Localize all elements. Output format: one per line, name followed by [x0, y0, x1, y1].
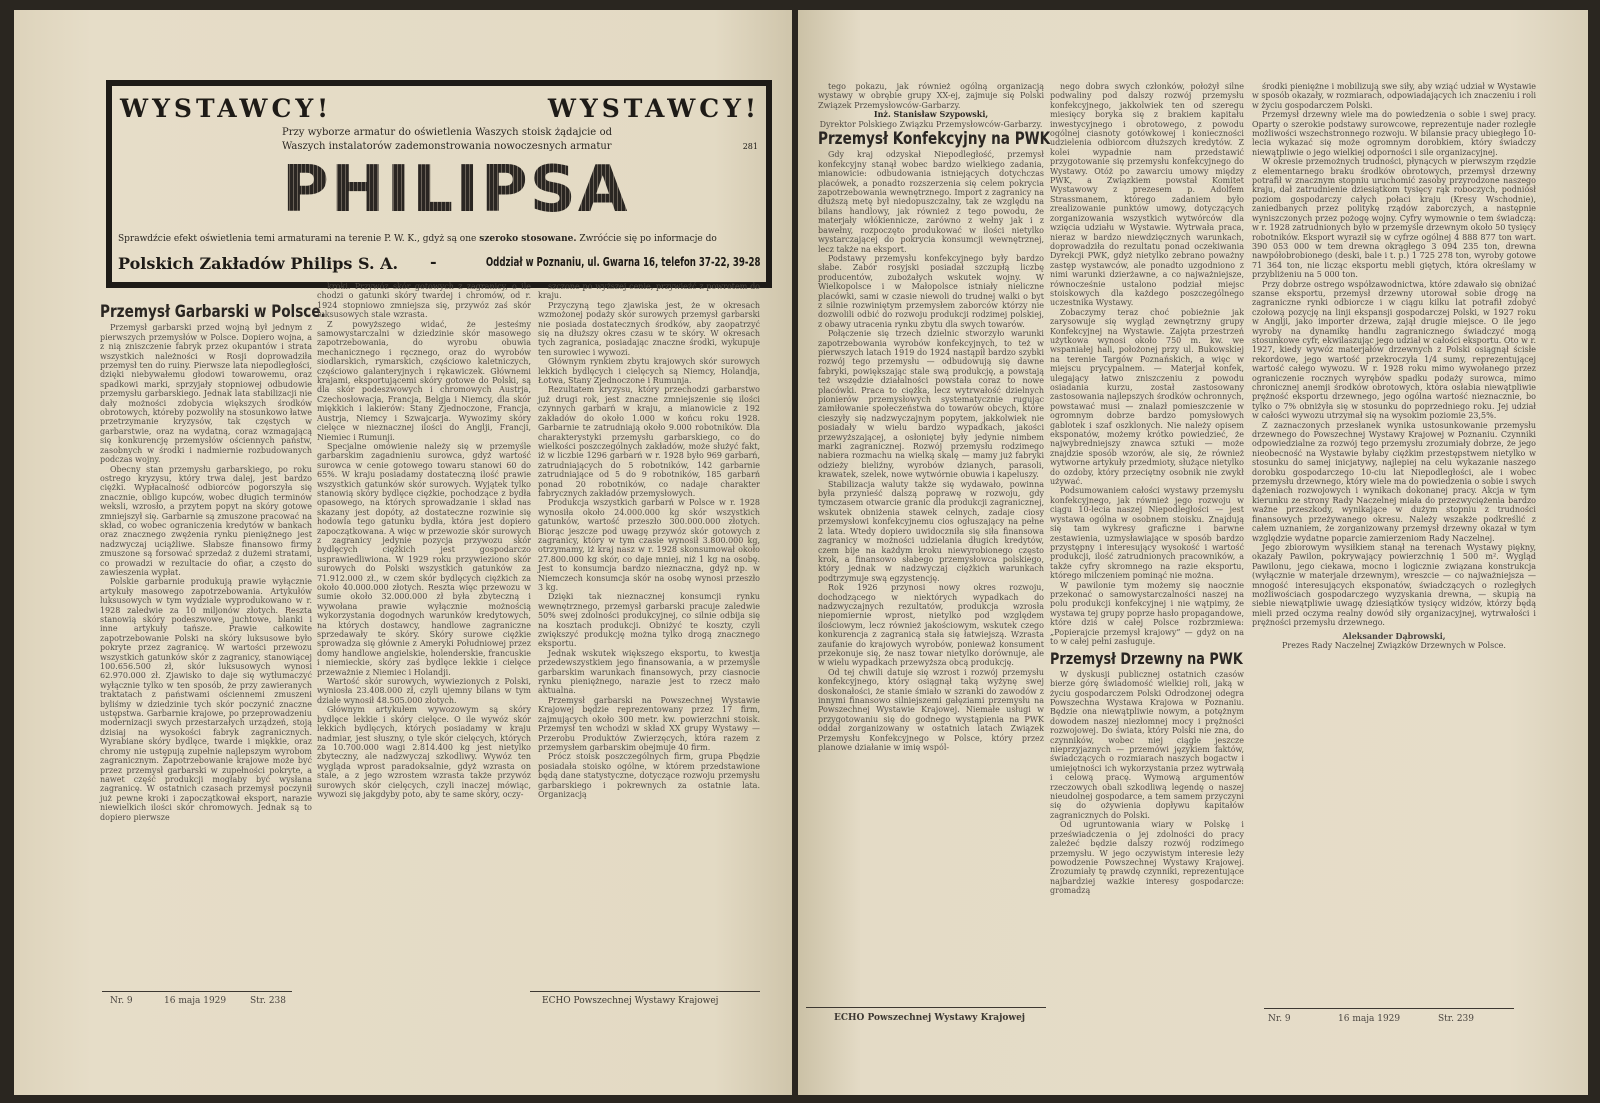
paragraph: Przy dobrze ostrego współzawodnictwa, które zdawało się obniżać szanse eksportu, przemysł drzewny utorował sobie drogę na zagraniczne rynki odbiorcze i w ciągu kilku lat potrafił zdobyć czołową pozycję na linji ekspansji gospodarczej Polski, w 1927 roku w Anglji, jako importer drzewa, zajął drugie miejsce. O ile jego wyroby na dynamikę handlu zagranicznego świadczyć mogą stosunkowe cyfr, ekwilaszując jego udział w całości eksportu. Oto w r. 1927, kiedy wywóz materjałów drzewnych z Polski osiągnął ścisłe rekordowe, jego wartość przekroczyła 1/4 sumy, reprezentującej wartość całego wywozu. W r. 1928 roku mimo wywołanego przez ograniczenie rocznych wyrębów spadku podaży surowca, mimo chronicznej anemji środków obrotowych, która osłabia niewątpliwie prężność eksportu drzewnego, jego ogólna wartość nieznacznie, bo tylko o 7% obniżyła się w stosunku do poprzedniego roku. Jej udział w całości wywozu utrzymał się na wysokim poziomie 23,5%.	[1252, 279, 1536, 421]
paragraph: Podsumowaniem całości wystawy przemysłu konfekcyjnego, jak również jego rozwoju w ciągu 10-lecia naszej Niepodległości — jest wystawa ogólna w osobnem stoisku. Znajdują się tam wykresy graficzne i barwne zestawienia, uzmysławiające w sposób bardzo przystępny i interesujący wysokość i wartość produkcji, ilość zatrudnionych pracowników, a także cyfry skromnego na razie eksportu, którego milczeniem pominąć nie można.	[1050, 486, 1244, 581]
paragraph: Z powyższego widać, że jesteśmy samowystarczalni w dziedzinie skór masowego zapotrzebowania, do wyrobu obuwia mechanicznego i ręcznego, oraz do wyrobów siodlarskich, rymarskich, częściowo kaletniczych, częściowo galanteryjnych i rękawiczek. Głównemi krajami, eksportującemi skóry gotowe do Polski, są dla skór podeszwowych i chromowych Austrja, Czechosłowacja, Francja, Belgja i Niemcy, dla skór miękkich i lakierów: Stany Zjednoczone, Francja, Austrja, Niemcy i Szwajcarja. Wywozimy skóry cielęce w nieznacznej ilości do Anglji, Francji, Niemiec i Rumunji.	[317, 319, 531, 442]
article-title: Przemysł Konfekcyjny na PWK	[818, 129, 1051, 150]
paragraph: Głównym artykułem wywozowym są skóry bydlęce lekkie i skóry cielęce. O ile wywóz skór lekkich bydlęcych, których posiadamy w kraju nadmiar, jest słuszny, o tyle skór cielęcych, których za 10.700.000 wagi 2.814.400 kg jest nietylko zbyteczny, ale nadzwyczaj szkodliwy. Wywóz ten wygląda wprost paradoksalnie, gdyż wzrasta on stale, a z jego wzrostem wzrasta także przywóz surowych skór cielęcych, czyli inaczej mówiąc, wywozi się jakgdyby poto, aby te same skóry, oczy-	[317, 705, 531, 799]
paragraph: Specjalne omówienie należy się w przemyśle garbarskim zagadnieniu surowca, gdyż wartość surowca w cenie gotowego towaru stanowi 60 do 65%. W kraju posiadamy dostateczną ilość prawie wszystkich gatunków skór surowych. Wyjątek tylko stanowią skóry bydlęce ciężkie, pochodzące z bydła opasowego, na których sprowadzanie i skład nas skazany jest dopóty, aż dostateczne rozwinie się hodowla tego gatunku bydła, która jest dopiero zapoczątkowana. A więc w przewozie skór surowych z zagranicy jedynie pozycja przywozu skór bydlęcych ciężkich jest gospodarczo usprawiedliwiona. W 1929 roku przywieziono skór surowych do Polski wszystkich gatunków za 71.912.000 zł., w czem skór bydlęcych ciężkich za około 40.000.000 złotych. Reszta więc przewozu w sumie około 32.000.000 zł była zbyteczną i wywołana prawie wyłącznie możnością wykorzystania dogodnych warunków kredytowych, na których dostawcy, handlowe zagraniczne sprzedawały te skóry. Skóry surowe ciężkie sprowadza się głównie z Ameryki Południowej przez domy handlowe angielskie, holenderskie, francuskie i niemieckie, skóry zaś bydlęce lekkie i cielęce przeważnie z Niemiec i Holandji.	[317, 441, 531, 677]
ad-subtext: Przy wyborze armatur do oświetlenia Waszych stoisk żądajcie od Waszych instalatorów zademonstrowania nowoczesnych armatur	[282, 127, 612, 152]
right-column-1	[818, 82, 1051, 753]
footer-masthead: ECHO Powszechnej Wystawy Krajowej	[542, 996, 719, 1006]
paragraph: Z zaznaczonych przesłanek wynika ustosunkowanie przemysłu drzewnego do Powszechnej Wystawy Krajowej w Poznaniu. Czynniki odpowiedzialne za rozwój tego przemysłu zrozumiały dobrze, że jego nieobecność na Wystawie byłaby ciężkim przestępstwem nietylko w stosunku do samej inicjatywy, najlepiej na celu wykazanie naszego dorobku gospodarczego 10-ciu lat Niepodległości, ale i wobec przemysłu drzewnego, który wiele ma do powiedzenia o sobie i swych dążeniach rozwojowych i wynikach dokonanej pracy. Akcja w tym kierunku ze strony Rady Naczelnej miała do przezwyciężenia bardzo ważne przeszkody, wynikające w dużym stopniu z trudności finansowych przeżywanego okresu. Należy wszakże podkreślić z całem uznaniem, że zorganizowany przemysł drzewny okazał w tym względzie wydatne poparcie zamierzeniom Rady Naczelnej.	[1252, 420, 1536, 543]
paragraph: Wartość skór surowych, wywiezionych z Polski, wyniosła 23.408.000 zł, czyli ujemny bilans w tym dziale wynosił 48.505.000 złotych.	[317, 677, 531, 705]
paragraph: W pawilonie tym możemy się naocznie przekonać o samowystarczalności naszej na polu produkcji konfekcyjnej i nie wątpimy, że wystawa tej grupy poprze hasło propagandowe, które dziś w całej Polsce rozbrzmiewa: „Popierajcie przemysł krajowy” — gdyż on na to w całej pełni zasługuje.	[1050, 580, 1244, 646]
signature-block	[1252, 632, 1536, 651]
footer-page: Str. 239	[1438, 1014, 1474, 1024]
left-column-3	[538, 282, 760, 799]
signature-name: Aleksander Dąbrowski,	[1342, 630, 1446, 641]
paragraph: Połączenie się trzech dzielnic stworzyło warunki zapotrzebowania wyrobów konfekcyjnych, to też w pierwszych latach 1919 do 1924 nastąpił bardzo szybki rozwój tego przemysłu — odbudowują się dawne fabryki, powiększając stale swą produkcję, a powstają też wszędzie działalności powstała coraz to nowe placówki. Praca to ciężka, lecz wytrwałość dzielnych pionierów przemysłowych systematycznie rugując zamiłowanie społeczeństwa do towarów obcych, które cieszyły się nadzwyczajnym popytem, jakkolwiek nie posiadały w wielu bardzo wypadkach, jakości przewyższającej, a osłoniętej były jedynie nimbem marki zagranicznej. Rozwój przemysłu rodzimego nabiera rozmachu na wielką skalę — mamy już fabryki odzieży bieliźny, wyrobów dzianych, parasoli, krawatek, szelek, nowe wytwórnie obuwia i kapeluszy.	[818, 329, 1044, 480]
footer-rule	[530, 991, 760, 992]
footer-page: Str. 238	[250, 996, 286, 1006]
paragraph: W okresie przemożnych trudności, płynących w pierwszym rzędzie z elementarnego braku środków obrotowych, przemysł drzewny potrafił w znacznym stopniu uruchomić zasoby przyrodzone naszego kraju, dał zatrudnienie dziesiątkom tysięcy rąk roboczych, podniósł poziom gospodarczy całych połaci kraju (Kresy Wschodnie), zaniedbanych przez politykę rządów zaborczych, a następnie wyniszczonych przez pożogę wojny. Cyfry wymownie o tem świadczą: w r. 1928 zatrudnionych było w przemyśle drzewnym około 50 tysięcy robotników. Eksport wyraził się w cyfrze ogólnej 4 888 877 ton wart. 390 053 000 w tem drewna okrągłego 3 094 235 ton, drewna nawpółobrobionego (deski, bale i t. p.) 1 725 278 ton, wyroby gotowe 71 364 ton, nie licząc eksportu mebli giętych, która określamy w przybliżeniu na 5 000 ton.	[1252, 157, 1536, 280]
paragraph: Od tej chwili datuje się wzrost i rozwój przemysłu konfekcyjnego, który osiągnął taką wyżynę swej doskonałości, że stanie śmiało w szranki do zawodów z innymi finansowo silniejszemi gałęziami przemysłu na Powszechnej Wystawie Krajowej. Niemałe usługi w przygotowaniu się do godnego wystąpienia na PWK oddał zorganizowany w ostatnich latach Związek Przemysłu Konfekcyjnego w Polsce, który przez planowe działanie w imię wspól-	[818, 667, 1044, 753]
paragraph: Zobaczymy teraz choć pobieżnie jak zarysowuje się wygląd zewnętrzny grupy Konfekcyjnej na Wystawie. Zajęta przestrzeń użytkowa wynosi około 750 m. kw. we wspaniałej hali, położonej przy ul. Bukowskiej na terenie Targów Poznańskich, a więc w miejscu prycypalnem. — Materjał konfek, ulegający łatwo zniszczeniu z powodu osiadania kurzu, został zastosowany zastosowania najlepszych środków ochronnych, powstawać musi — znalazł pomieszczenie w ogromnym dobrze bardzo pomysłowych gablotek i szaf oszklonych. Nie należy opisem eksponatów, możemy krótko powiedzieć, że najwybredniejszy znawca sztuki — może znajdzie sposób wzorów, ale się, że również wytworne artykuły przedmioty, służące nietylko do ozdoby, który przeciętny osobnik nie zwykł używać.	[1050, 307, 1244, 487]
paragraph: Głównym rynkiem zbytu krajowych skór surowych lekkich bydlęcych i cielęcych są Niemcy, Holandja, Łotwa, Stany Zjednoczone i Rumunja.	[538, 357, 760, 386]
footer-rule	[102, 991, 292, 992]
ad-check-text: Sprawdźcie efekt oświetlenia temi armaturami na terenie P. W. K., gdyż są one szeroko stosowane. Zwróćcie się po informacje do	[118, 234, 717, 244]
paragraph: Od ugruntowania wiary w Polskę i przeświadczenia o jej zdolności do pracy zależeć będzie dalszy rozwój rodzimego przemysłu. W jego oczywistym interesie leży powodzenie Powszechnej Wystawy Krajowej. Zrozumiały tę prawdę czynniki, reprezentujące najbardziej ważkie interesy gospodarcze: gromadzą	[1050, 820, 1244, 896]
ad-address: Oddział w Poznaniu, ul. Gwarna 16, telefon 37-22, 39-28	[485, 255, 760, 269]
footer-rule	[806, 1007, 1046, 1008]
paragraph: Stabilizacja waluty także się wydawało, powinna była przynieść dalszą poprawę w rozwoju, gdy tymczasem otwarcie granic dla produkcji zagranicznej, wskutek obniżenia stawek celnych, zadaje ciosy przemysłowi konfekcyjnemu cios ogłuszający na pełne 2 lata. Wtedy dopiero uwidoczniła się siła finansowa zagranicy w możności udzielania długich kredytów, czem bije na każdym kroku niewyrobionego często krok, a finansowo słabego przemysłowca polskiego, który jednak w nadzwyczaj ciężkich warunkach podtrzymuje swą egzystencję.	[818, 479, 1044, 583]
signature-name: Inż. Stanisław Szypowski,	[873, 109, 989, 120]
left-column-1	[100, 302, 326, 822]
paragraph: Gdy kraj odzyskał Niepodległość, przemysł konfekcyjny stanął wobec bardzo wielkiego zadania, mianowicie: odbudowania istniejących dotychczas placówek, a ponadto rozszerzenia się celem pokrycia zapotrzebowania wewnętrznego. Import z zagranicy na dłuższą metę był niedopuszczalny, tak ze względu na bilans handlowy, jak również z tego powodu, że materjały włókiennicze, zarówno z wełny jak i z bawełny, rozpoczęto produkować w ilości nietylko wystarczającej do pokrycia konsumcji wewnętrznej, lecz także na eksport.	[818, 150, 1044, 254]
paragraph: Rok 1926 przynosi nowy okres rozwoju, dochodzącego w niektórych wypadkach do nadzwyczajnych rezultatów, produkcja wzrosła niepomiernie wprost, nietylko pod względem ilościowym, lecz również jakościowym, wskutek czego konkurencja z zagranicą stała się łatwiejszą. Wzrasta zaufanie do krajowych wyrobów, ponieważ konsument przekonuje się, że nasz towar nietylko dorównuje, ale w wielu wypadkach przewyższa obcą produkcję.	[818, 583, 1044, 668]
paragraph: Jednak wskutek większego eksportu, to kwestja przedewszystkiem jego finansowania, a w przemyśle garbarskim warunkach finansowych, przy ciasnocie rynku pieniężnego, narazie jest to rzecz mało aktualna.	[538, 648, 760, 696]
paragraph: Dzięki tak nieznacznej konsumcji rynku wewnętrznego, przemysł garbarski pracuje zaledwie 50% swej zdolności produkcyjnej, co silnie odbija się na kosztach produkcji. Obniżyć te koszty, czyli zwiększyć produkcję można tylko drogą znacznego eksportu.	[538, 592, 760, 649]
left-column-2	[317, 282, 531, 799]
footer-issue: Nr. 9	[1268, 1014, 1291, 1024]
paragraph: Polskie garbarnie produkują prawie wyłącznie artykuły masowego zapotrzebowania. Artykułów luksusowych w tym wydziale wyprodukowano w r. 1928 zaledwie za 10 miljonów złotych. Reszta stanowią skóry podeszwowe, juchtowe, blanki i inne artykuły tańsze. Prawie całkowite zapotrzebowanie Polski na skóry luksusowe było pokryte przez zagranicę. W wartości przewozu wszystkich gatunków skór z zagranicy, stanowiącej 100.656.500 zł, skór luksusowych wynosi 62.970.000 zł. Zjawisko to daje się wytłumaczyć wyłącznie tylko w ten sposób, że przy zawieranych traktatach z państwami ościennemi zmuszeni byliśmy w dziedzinie tych skór poczynić znaczne ustępstwa. Garbarnie krajowe, po przeprowadzeniu modernizacji swych przestarzałych urządzeń, stoją dzisiaj na wysokości fabryk zagranicznych. Wyrabiane skóry bydlęce, twarde i miękkie, oraz chromy nie ustępują zupełnie najlepszym wyrobom zagranicznym. Zapotrzebowanie krajowe może być przez przemysł garbarski w zupełności pokryte, a nawet część produkcji mogłaby być wysłana zagranicę. W ostatnich czasach przemysł poczynił już pewne kroki i zapoczątkował eksport, narazie niewielkich ilości skór chromowych. Jednak są to dopiero pierwsze	[100, 577, 312, 822]
ad-headline-left: WYSTAWCY!	[120, 94, 333, 123]
philips-advertisement	[106, 80, 772, 288]
article-title: Przemysł Drzewny na PWK	[1050, 649, 1243, 669]
left-page	[14, 10, 792, 1095]
right-page	[798, 10, 1588, 1095]
right-column-3	[1252, 82, 1536, 650]
paragraph: Obecny stan przemysłu garbarskiego, po roku ostrego kryzysu, który trwa dalej, jest bardzo ciężki. Wypłacalność odbiorców pogorszyła się znacznie, obligo kupców, wobec długich terminów weksli, wzrosło, a przytem popyt na skóry gotowe zmniejszył się. Garbarnie są zmuszone pracować na skład, co wobec ograniczenia kredytów w bankach oraz znacznego zwężenia rynku pieniężnego jest nadzwyczaj uciążliwe. Słabsze finansowo firmy zmuszone są forsować sprzedaż z dużemi stratami, co prowadzi w rezultacie do ofiar, a często do zawieszenia wypłat.	[100, 464, 312, 577]
paragraph: szczone po wyższej cenie, przywieźć z powrotem do kraju.	[538, 282, 760, 301]
ad-company: Polskich Zakładów Philips S. A.	[118, 254, 399, 273]
paragraph: Jego zbiorowym wysiłkiem stanął na terenach Wystawy piękny, okazały Pawilon, pokrywający powierzchnię 1 500 m². Wygląd Pawilonu, jego ciekawa, mocno i logicznie związana konstrukcja (wyłącznie w materjale drzewnym), wreszcie — co najważniejsza — mnogość interesujących eksponatów, świadczących o rozległych możliwościach gospodarczego wyzyskania drewna, — skupią na siebie niewątpliwie uwagę dziesiątków tysięcy widzów, którzy będą mieli przed oczyma realny dowód siły organizacyjnej, wytrwałości i prężności przemysłu drzewnego.	[1252, 542, 1536, 628]
paragraph: tego pokazu, jak również ogólną organizacją wystawy w obrębie grupy XX-ej, zajmuje się Polski Związek Przemysłowców-Garbarzy.	[818, 82, 1044, 110]
paragraph: środki pieniężne i mobilizują swe siły, aby wziąć udział w Wystawie w sposób okazały, w rozmiarach, odpowiadających ich znaczeniu i roli w życiu gospodarczem Polski.	[1252, 82, 1536, 110]
ad-number: 281	[742, 142, 758, 151]
right-column-2	[1050, 82, 1244, 896]
signature-title: Prezes Rady Naczelnej Związków Drzewnych w Polsce.	[1282, 640, 1506, 650]
paragraph: nego dobra swych członków, położył silne podwaliny pod dalszy rozwój przemysłu konfekcyjnego, jakkolwiek ten od szeregu miesięcy boryka się z brakiem kapitału inwestycyjnego i obrotowego, z powodu ogólnej ciasnoty gotówkowej i konieczności udzielenia odbiorcom dłuższych kredytów. Z kolei wypadnie nam przedstawić przygotowanie się przemysłu konfekcyjnego do Wystawy. Otóż po zawarciu umowy między PWK, a Związkiem powstał Komitet Wystawowy z prezesem p. Adolfem Strassmanem, którego zadaniem było zrealizowanie punktów umowy, dotyczących zorganizowania wszystkich wytwórców dla wzięcia udziału w Wystawie. Wytrwała praca, nieraz w bardzo niewdzięcznych warunkach, doprowadziła do rezultatu ponad oczekiwania Dyrekcji PWK, gdyż nietylko zebrano poważny zastęp wystawców, ale ponadto uzgodniono z nimi warunki dzierżawne, a co najważniejsze, równocześnie ustalono podział miejsc stoiskowych dla każdego poszczególnego uczestnika Wystawy.	[1050, 82, 1244, 308]
paragraph: W dyskusji publicznej ostatnich czasów bierze górę świadomość wielkiej roli, jaką w życiu gospodarczem Polski Odrodzonej odegra Powszechna Wystawa Krajowa w Poznaniu. Będzie ona niewątpliwie nowym, a potężnym dowodem naszej niezłomnej mocy i prężności rozwojowej. Do świata, który Polski nie zna, do czynników, wobec niej ciągle jeszcze nieprzyjaznych — przemówi językiem faktów, świadczących o rozmiarach naszych bogactw i umiejętności ich wykorzystania przez wytrwałą i celową pracę. Wymową argumentów rzeczowych obali szkodliwą legendę o naszej nieudolnej gospodarce, a tem samem przyczyni się do ożywienia dopływu kapitałów zagranicznych do Polski.	[1050, 669, 1244, 820]
signature-title: Dyrektor Polskiego Związku Przemysłowców-Garbarzy.	[819, 119, 1043, 129]
article-title: Przemysł Garbarski w Polsce.	[100, 302, 326, 322]
footer-issue: Nr. 9	[110, 996, 133, 1006]
footer-masthead: ECHO Powszechnej Wystawy Krajowej	[834, 1013, 1026, 1023]
footer-rule	[1264, 1008, 1514, 1009]
ad-dash: -	[430, 252, 437, 271]
paragraph: Przyczyną tego zjawiska jest, że w okresach wzmożonej podaży skór surowych przemysł garbarski nie posiada dostatecznych środków, aby zaopatrzyć się na dłuższy okres czasu w te skóry. W okresach tych zagranica, posiadając znaczne środki, wykupuje ten surowiec i wywozi.	[538, 300, 760, 357]
paragraph: Rezultatem kryzysu, który przechodzi garbarstwo już drugi rok, jest znaczne zmniejszenie się ilości czynnych garbarń w kraju, a mianowicie z 192 zakładów do około 1.000 w końcu roku 1928. Garbarnie te zatrudniają około 9.000 robotników. Dla charakterystyki przemysłu garbarskiego, co do wielkości poszczególnych zakładów, może służyć fakt, iż w liczbie 1296 garbarń w r. 1928 było 969 garbarń, zatrudniających do 5 robotników, 142 garbarnie zatrudniające od 5 do 9 robotników, 185 garbarń ponad 20 robotników, co nadaje charakter fabrycznych zakładów przemysłowych.	[538, 385, 760, 498]
paragraph: Podstawy przemysłu konfekcyjnego były bardzo słabe. Zabór rosyjski posiadał szczupłą liczbę producentów, zubożałych wskutek wojny. W Wielkopolsce i w Małopolsce istniały nieliczne placówki, sami w czasie niewoli do trudnej walki o byt z silnie rozwiniętym przemysłem zaborców którzy nie dozwolili odbić do rozwoju produkcji rodzimej polskiej, z obawy utracenia rynku zbytu dla swych towarów.	[818, 253, 1044, 329]
footer-date: 16 maja 1929	[1338, 1014, 1401, 1024]
paragraph: Prócz stoisk poszczególnych firm, grupa Pbędzie posiadała stoisko ogólne, w którem przedstawione będą dane statystyczne, dotyczące rozwoju przemysłu garbarskiego i pokrewnych za ostatnie lata. Organizacją	[538, 752, 760, 799]
paragraph: Przemysł garbarski na Powszechnej Wystawie Krajowej będzie reprezentowany przez 17 firm, zajmujących około 300 metr. kw. powierzchni stoisk. Przemysł ten wchodzi w skład XX grupy Wystawy — Przerobu Produktów Zwierzęcych, która razem z przemysłem garbarskim obejmuje 40 firm.	[538, 695, 760, 752]
footer-date: 16 maja 1929	[164, 996, 227, 1006]
paragraph: Produkcja wszystkich garbarń w Polsce w r. 1928 wynosiła około 24.000.000 kg skór wszystkich gatunków, wartość przeszło 300.000.000 złotych. Biorąc jeszcze pod uwagę przywóz skór gotowych z zagranicy, który w tym czasie wynosił 3.800.000 kg, otrzymamy, iż kraj nasz w r. 1928 skonsumował około 27.800.000 kg skór, co daje mniej, niż 1 kg na osobę. Jest to konsumcja bardzo nieznaczna, gdyż np. w Niemczech konsumcja skór na osobę wynosi przeszło 3 kg.	[538, 498, 760, 592]
ad-headline-right: WYSTAWCY!	[547, 94, 760, 123]
ad-brand-logo: PHILIPSA	[282, 153, 630, 227]
paragraph: kroki. Przywóz skór gotowych z zagranicy, o ile chodzi o gatunki skóry twardej i chromów, od r. 1924 stopniowo zmniejsza się, przywóz zaś skór luksusowych stale wzrasta.	[317, 282, 531, 320]
paragraph: Przemysł drzewny wiele ma do powiedzenia o sobie i swej pracy. Oparty o szerokie podstawy surowcowe, reprezentuje nader rozległe możliwości wszechstronnego rozwoju. W bilansie pracy ubiegłego 10-lecia wykazać się może ogromnym dorobkiem, który świadczy niewątpliwie o jego wielkiej odporności i sile organizacyjnej.	[1252, 110, 1536, 157]
paragraph: Przemysł garbarski przed wojną był jednym z pierwszych przemysłów w Polsce. Dopiero wojna, a z nią zniszczenie fabryk przez okupantów i strata wszystkich należności w Rosji doprowadziła przemysł ten do ruiny. Pierwsze lata niepodległości, dzięki niebywałemu głodowi towarowemu, oraz spadkowi marki, sprzyjały stopniowej odbudowie przemysłu garbarskiego. Jednak lata stabilizacji nie dały możności zdobycia większych środków obrotowych, któreby pozwoliły na stosunkowo łatwe przetrzymanie kryzysów, tak częstych w garbarstwie, oraz na wydatną, coraz wzmagającą się konkurencję przemysłów ościennych państw, zasobnych w środki i nadmiernie rozbudowanych podczas wojny.	[100, 323, 312, 465]
